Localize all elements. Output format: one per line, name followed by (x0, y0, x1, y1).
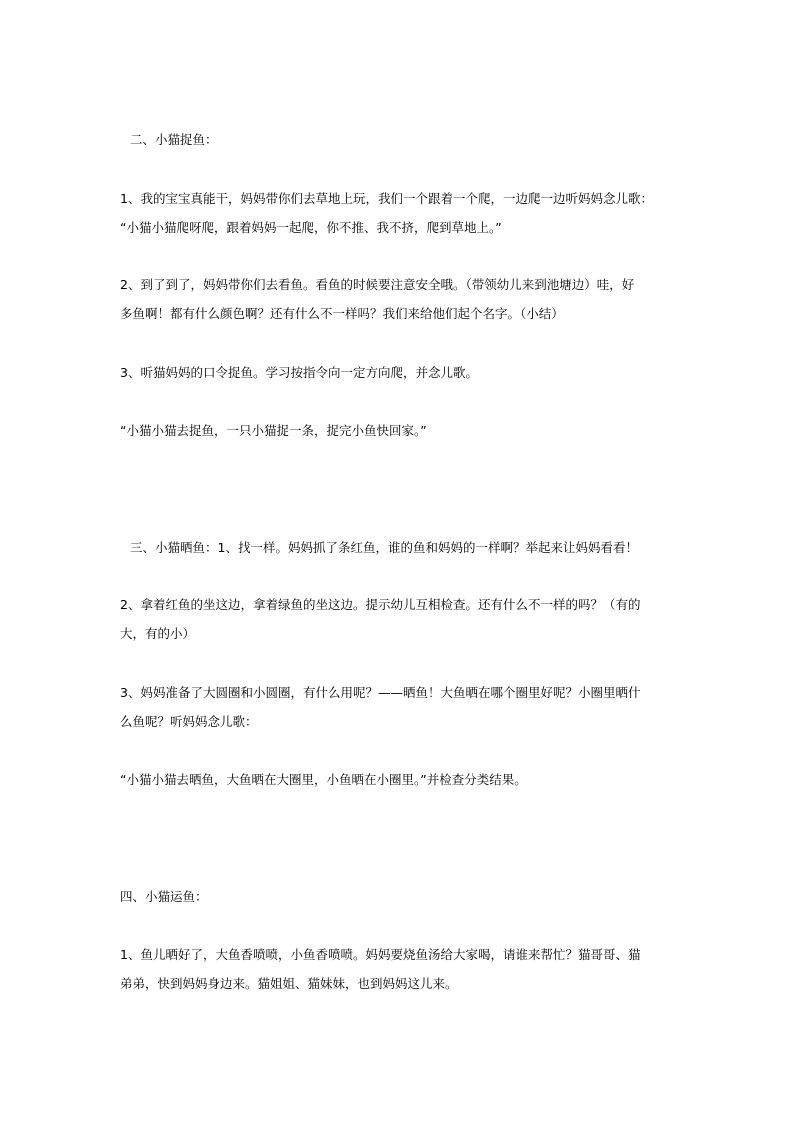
section-heading-3: 三、小猫晒鱼：1、找一样。妈妈抓了条红鱼，谁的鱼和妈妈的一样啊？举起来让妈妈看看！ (130, 540, 638, 555)
paragraph-line: 2、到了到了，妈妈带你们去看鱼。看鱼的时候要注意安全哦。（带领幼儿来到池塘边）哇，好 (120, 277, 635, 292)
paragraph-line: 大，有的小） (120, 626, 196, 641)
paragraph-line: 弟弟，快到妈妈身边来。猫姐姐、猫妹妹，也到妈妈这儿来。 (120, 976, 458, 991)
paragraph-line: “小猫小猫爬呀爬，跟着妈妈一起爬，你不推、我不挤，爬到草地上。” (120, 220, 502, 235)
paragraph-line: 多鱼啊！都有什么颜色啊？还有什么不一样吗？我们来给他们起个名字。（小结） (120, 306, 564, 321)
paragraph-line: “小猫小猫去捉鱼，一只小猫捉一条，捉完小鱼快回家。” (120, 423, 427, 438)
paragraph-line: 么鱼呢？听妈妈念儿歌： (120, 714, 258, 729)
section-heading-4: 四、小猫运鱼： (120, 889, 208, 904)
paragraph-line: 3、听猫妈妈的口令捉鱼。学习按指令向一定方向爬，并念儿歌。 (120, 365, 478, 380)
paragraph-line: 2、拿着红鱼的坐这边，拿着绿鱼的坐这边。提示幼儿互相检查。还有什么不一样的吗？（有的 (120, 597, 641, 612)
paragraph-line: 1、我的宝宝真能干，妈妈带你们去草地上玩，我们一个跟着一个爬，一边爬一边听妈妈念儿歌： (120, 191, 653, 206)
paragraph-line: “小猫小猫去晒鱼，大鱼晒在大圈里，小鱼晒在小圈里。”并检查分类结果。 (120, 772, 527, 787)
paragraph-line: 3、妈妈准备了大圆圈和小圆圈，有什么用呢？——晒鱼！大鱼晒在哪个圈里好呢？小圈里晒什 (120, 685, 641, 700)
section-heading-2: 二、小猫捉鱼： (130, 132, 218, 147)
paragraph-line: 1、鱼儿晒好了，大鱼香喷喷，小鱼香喷喷。妈妈要烧鱼汤给大家喝，请谁来帮忙？猫哥哥、猫 (120, 947, 641, 962)
